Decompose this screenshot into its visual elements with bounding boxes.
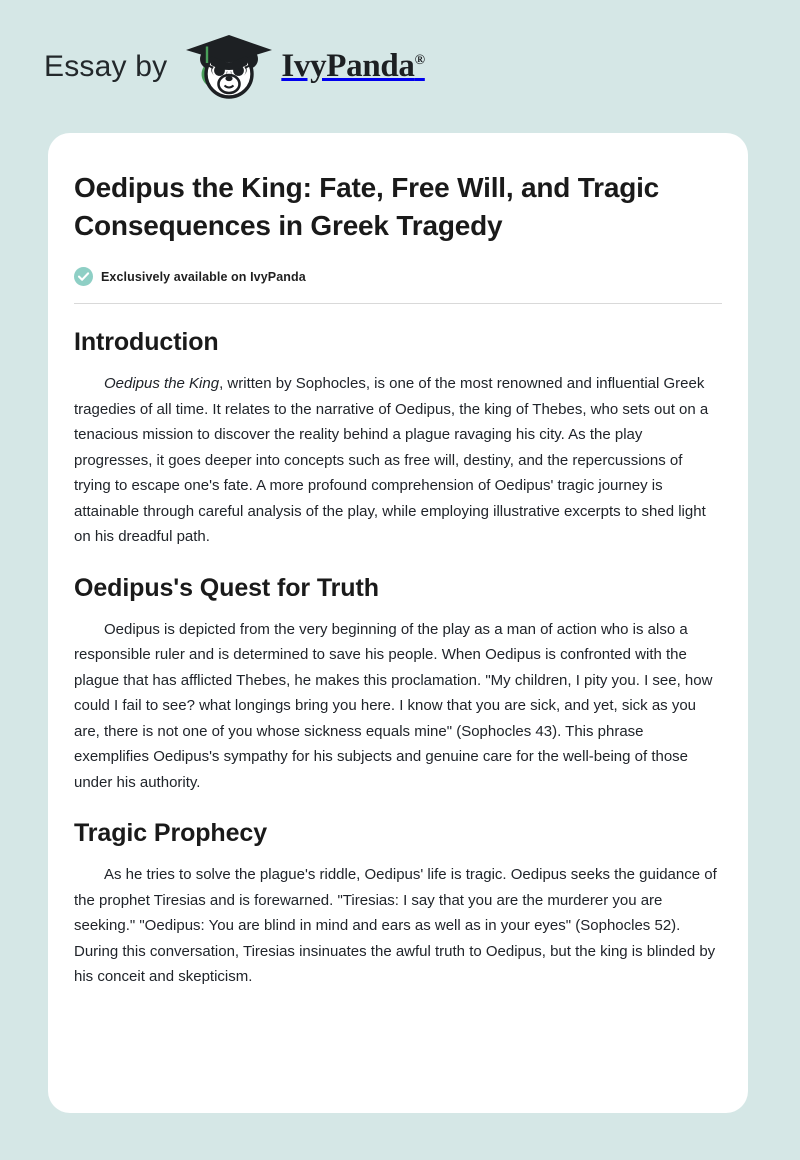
section-paragraph-quest-for-truth: Oedipus is depicted from the very beginning of the play as a man of action who is also a responsible ruler and is determined to save his people. When Oedipus is confronted with the plague that has afflicted Thebes, he makes this proclamation. "My children, I pity you. I see, how could I fail to see? what longings bring you here. I know that you are sick, and yet, sick as you are, there is not one of you whose sickness equals mine" (Sophocles 43). This phrase exemplifies Oedipus's sympathy for his subjects and genuine care for the well-being of those under his authority.: [74, 620, 713, 791]
page-title: Oedipus the King: Fate, Free Will, and Tragic Consequences in Greek Tragedy: [74, 172, 660, 242]
check-circle-icon: [74, 267, 93, 286]
section-paragraph-tragic-prophecy: As he tries to solve the plague's riddle, Oedipus' life is tragic. Oedipus seeks the guidance of the prophet Tiresias and is forewarned. "Tiresias: I say that you are the murderer you are seeking." "Oedipus: You are blind in mind and ears as well as in your eyes" (Sophocles 52). During this conversation, Tiresias insinuates the awful truth to Oedipus, but the king is blinded by his conceit and skepticism.: [74, 866, 717, 986]
section-heading-quest-for-truth: Oedipus's Quest for Truth: [74, 573, 379, 602]
essay-by-label: Essay by: [44, 49, 168, 83]
status-badge: Exclusively available on IvyPanda: [101, 269, 306, 284]
header-divider: [74, 303, 722, 304]
essay-paper-card: [48, 133, 748, 1113]
exclusive-availability-badge: [74, 267, 722, 286]
cited-work-title: Oedipus the King: [104, 375, 220, 393]
section-heading-tragic-prophecy: Tragic Prophecy: [74, 819, 268, 848]
registered-mark: ®: [414, 53, 425, 68]
ivypanda-brand-link[interactable]: [181, 32, 424, 102]
section-paragraph-introduction: [74, 371, 722, 550]
panda-graduate-logo-icon: [181, 32, 277, 102]
section-heading-introduction: Introduction: [74, 328, 219, 357]
brand-name-text: IvyPanda: [281, 48, 415, 84]
site-header: [0, 0, 800, 133]
paragraph-body-text: , written by Sophocles, is one of the most renowned and influential Greek tragedies of all time. It relates to the narrative of Oedipus, the king of Thebes, who sets out on a tenacious mission to discover the reality behind a plague ravaging his city. As the play progresses, it goes deeper into concepts such as free will, destiny, and the repercussions of trying to escape one's fate. A more profound comprehension of Oedipus' tragic journey is attainable through careful analysis of the play, while employing illustrative excerpts to shed light on his dreadful path.: [74, 375, 709, 546]
brand-wordmark: [281, 50, 424, 83]
